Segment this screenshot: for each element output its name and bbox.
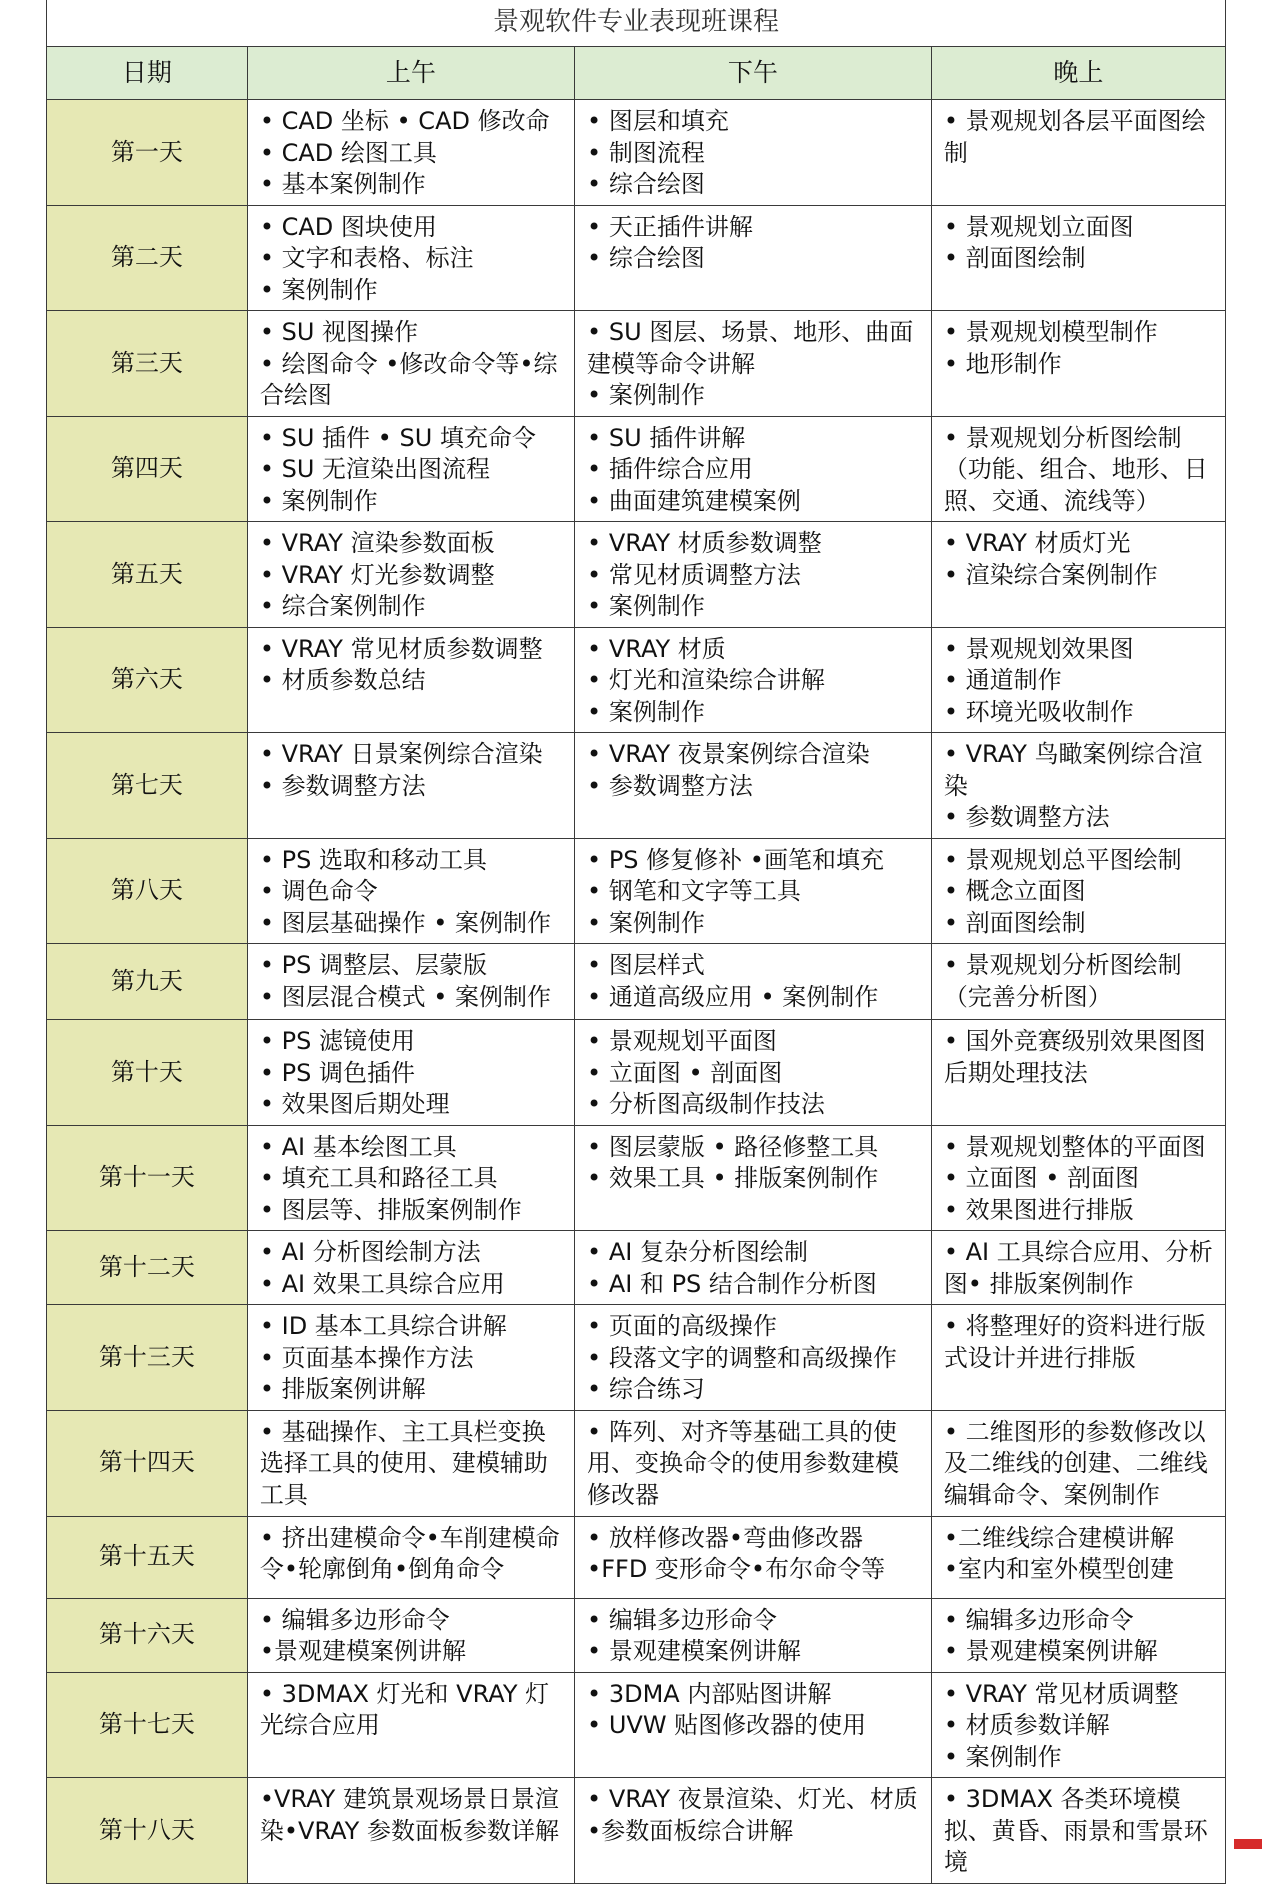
morning-cell [247,1125,574,1231]
morning-cell [247,311,574,417]
list-item: • 材质参数详解 [943,1711,1110,1739]
afternoon-cell [575,100,932,206]
table-row [47,1410,1226,1516]
afternoon-cell [575,1231,932,1305]
list-item: •FFD 变形命令•布尔命令等 [587,1555,886,1583]
table-row [47,1516,1226,1598]
day-label: 第九天 [47,944,248,1020]
list-item: • 分析图高级制作技法 [587,1090,825,1118]
afternoon-cell [575,1305,932,1411]
list-item: • CAD 图块使用 [259,212,437,241]
morning-cell [247,1672,574,1778]
list-item: • 文字和表格、标注 [259,244,474,272]
list-item: • 基本案例制作 [259,170,426,198]
list-item: • 页面基本操作方法 [259,1343,474,1372]
morning-cell [247,1516,574,1598]
evening-cell [931,1516,1225,1598]
afternoon-cell [575,1410,932,1516]
afternoon-cell [575,1125,932,1231]
list-item: • 图层混合模式 • 案例制作 [259,982,552,1011]
header-morning: 上午 [247,47,574,100]
evening-cell [931,1672,1225,1778]
list-item: • 绘图命令 •修改命令等•综合绘图 [259,349,558,409]
list-item: • 放样修改器•弯曲修改器 [587,1523,863,1552]
list-item: • 天正插件讲解 [587,212,753,241]
list-item: • SU 图层、场景、地形、曲面建模等命令讲解 [587,318,914,378]
table-row [47,1231,1226,1305]
list-item: • 图层蒙版 • 路径修整工具 [587,1132,879,1161]
list-item: • VRAY 常见材质调整 [943,1679,1179,1708]
list-item: • 编辑多边形命令 [259,1605,450,1634]
list-item: • VRAY 鸟瞰案例综合渲染 [943,740,1203,800]
day-label: 第十四天 [47,1410,248,1516]
list-item: • 图层和填充 [587,107,729,135]
list-item: • 挤出建模命令•车削建模命令•轮廓倒角•倒角命令 [259,1523,560,1583]
table-row [47,416,1226,522]
list-item: • 综合案例制作 [259,592,426,620]
list-item: • VRAY 夜景案例综合渲染 [587,740,870,768]
list-item: • VRAY 灯光参数调整 [259,560,495,589]
day-label: 第四天 [47,416,248,522]
table-row [47,100,1226,206]
list-item: • 景观规划分析图绘制（功能、组合、地形、日照、交通、流线等） [943,423,1208,515]
list-item: • 案例制作 [259,486,378,515]
afternoon-cell [575,733,932,839]
table-row [47,733,1226,839]
list-item: • 曲面建筑建模案例 [587,486,801,515]
afternoon-cell [575,1020,932,1126]
morning-cell [247,522,574,628]
list-item: • 图层等、排版案例制作 [259,1195,522,1224]
afternoon-cell [575,1598,932,1672]
list-item: • 景观规划效果图 [943,634,1134,663]
day-label: 第十天 [47,1020,248,1126]
list-item: • 参数调整方法 [943,803,1110,831]
list-item: • PS 调色插件 [259,1058,415,1087]
evening-cell [931,1125,1225,1231]
list-item: • SU 插件 • SU 填充命令 [259,423,536,452]
afternoon-cell [575,205,932,311]
day-label: 第三天 [47,311,248,417]
list-item: • 制图流程 [587,138,705,167]
list-item: • AI 分析图绘制方法 [259,1238,481,1266]
morning-cell [247,838,574,944]
list-item: • 常见材质调整方法 [587,560,801,589]
list-item: • 效果工具 • 排版案例制作 [587,1164,879,1192]
list-item: • SU 插件讲解 [587,423,746,452]
table-row [47,627,1226,733]
list-item: • AI 工具综合应用、分析图• 排版案例制作 [943,1238,1213,1298]
table-row [47,1672,1226,1778]
morning-cell [247,1305,574,1411]
day-label: 第五天 [47,522,248,628]
evening-cell [931,1410,1225,1516]
day-label: 第十七天 [47,1672,248,1778]
list-item: •景观建模案例讲解 [259,1637,466,1665]
day-label: 第十一天 [47,1125,248,1231]
day-label: 第十八天 [47,1778,248,1884]
day-label: 第十六天 [47,1598,248,1672]
table-row [47,1305,1226,1411]
evening-cell [931,1305,1225,1411]
list-item: • 国外竞赛级别效果图图后期处理技法 [943,1027,1206,1087]
morning-cell [247,1020,574,1126]
afternoon-cell [575,627,932,733]
list-item: • VRAY 材质灯光 [943,529,1131,557]
list-item: • 参数调整方法 [259,771,426,800]
list-item: • 案例制作 [587,592,705,620]
morning-cell [247,733,574,839]
morning-cell [247,944,574,1020]
list-item: • ID 基本工具综合讲解 [259,1312,507,1340]
evening-cell [931,838,1225,944]
table-row [47,1598,1226,1672]
list-item: • 景观建模案例讲解 [943,1637,1158,1665]
morning-cell [247,205,574,311]
list-item: • 案例制作 [587,908,705,937]
evening-cell [931,416,1225,522]
afternoon-cell [575,1778,932,1884]
day-label: 第二天 [47,205,248,311]
list-item: • SU 视图操作 [259,318,419,346]
course-schedule [46,0,1226,1884]
list-item: • PS 选取和移动工具 [259,845,487,874]
list-item: • 景观规划分析图绘制（完善分析图） [943,951,1182,1011]
morning-cell [247,1778,574,1884]
list-item: • 景观规划各层平面图绘制 [943,107,1206,167]
list-item: • 景观规划总平图绘制 [943,845,1182,874]
list-item: • 插件综合应用 [587,455,753,483]
table-row [47,311,1226,417]
list-item: • 环境光吸收制作 [943,697,1134,726]
list-item: • 综合练习 [587,1375,705,1403]
list-item: • SU 无渲染出图流程 [259,455,491,483]
list-item: • 景观规划立面图 [943,212,1134,241]
list-item: • 通道制作 [943,666,1062,694]
list-item: • 效果图进行排版 [943,1195,1134,1224]
list-item: • 材质参数总结 [259,666,426,694]
day-label: 第十五天 [47,1516,248,1598]
list-item: • 钢笔和文字等工具 [587,877,801,905]
list-item: • 剖面图绘制 [943,244,1086,272]
list-item: • CAD 坐标 • CAD 修改命 [259,107,550,135]
list-item: • 景观规划整体的平面图 [943,1132,1206,1161]
list-item: •VRAY 建筑景观场景日景渲染•VRAY 参数面板参数详解 [259,1785,559,1845]
evening-cell [931,205,1225,311]
list-item: • 编辑多边形命令 [943,1605,1134,1634]
corner-mark [1234,1839,1262,1849]
afternoon-cell [575,1516,932,1598]
list-item: • 景观规划模型制作 [943,318,1158,346]
list-item: • 阵列、对齐等基础工具的使用、变换命令的使用参数建模修改器 [587,1417,900,1509]
list-item: • 景观规划平面图 [587,1027,777,1055]
header-row [47,47,1226,100]
list-item: • VRAY 日景案例综合渲染 [259,740,543,768]
list-item: • 案例制作 [259,275,378,304]
list-item: • 立面图 • 剖面图 [943,1164,1140,1192]
list-item: • 排版案例讲解 [259,1375,426,1403]
morning-cell [247,1598,574,1672]
header-afternoon: 下午 [575,47,932,100]
day-label: 第八天 [47,838,248,944]
table-row [47,522,1226,628]
header-evening: 晚上 [931,47,1225,100]
list-item: • 调色命令 [259,877,378,905]
evening-cell [931,311,1225,417]
afternoon-cell [575,944,932,1020]
list-item: • 效果图后期处理 [259,1090,450,1118]
day-label: 第十二天 [47,1231,248,1305]
table-title: 景观软件专业表现班课程 [47,0,1226,47]
evening-cell [931,522,1225,628]
list-item: • 填充工具和路径工具 [259,1164,498,1192]
afternoon-cell [575,522,932,628]
list-item: • 通道高级应用 • 案例制作 [587,982,879,1011]
list-item: • VRAY 材质 [587,634,726,663]
morning-cell [247,1410,574,1516]
list-item: • AI 复杂分析图绘制 [587,1238,808,1266]
list-item: • 页面的高级操作 [587,1312,777,1340]
morning-cell [247,100,574,206]
list-item: • 图层基础操作 • 案例制作 [259,908,552,937]
list-item: • 地形制作 [943,349,1062,378]
evening-cell [931,100,1225,206]
table-row [47,205,1226,311]
table-row [47,1778,1226,1884]
list-item: • 案例制作 [943,1742,1062,1771]
evening-cell [931,1598,1225,1672]
list-item: • 综合绘图 [587,244,705,272]
table-row [47,944,1226,1020]
list-item: • PS 修复修补 •画笔和填充 [587,845,884,874]
evening-cell [931,944,1225,1020]
list-item: • 图层样式 [587,951,705,979]
list-item: • 综合绘图 [587,170,705,198]
list-item: •室内和室外模型创建 [943,1555,1174,1583]
list-item: • 段落文字的调整和高级操作 [587,1343,897,1372]
list-item: • 景观建模案例讲解 [587,1637,801,1665]
list-item: • AI 效果工具综合应用 [259,1269,505,1298]
evening-cell [931,627,1225,733]
list-item: • 概念立面图 [943,877,1086,905]
list-item: • 3DMA 内部贴图讲解 [587,1679,832,1708]
list-item: • VRAY 渲染参数面板 [259,529,495,557]
list-item: • 渲染综合案例制作 [943,560,1158,589]
list-item: • 灯光和渲染综合讲解 [587,666,825,694]
list-item: • 二维图形的参数修改以及二维线的创建、二维线编辑命令、案例制作 [943,1417,1208,1509]
table-row [47,838,1226,944]
list-item: • 立面图 • 剖面图 [587,1058,783,1087]
table-row [47,1125,1226,1231]
list-item: • UVW 贴图修改器的使用 [587,1711,867,1739]
list-item: • 将整理好的资料进行版式设计并进行排版 [943,1312,1206,1372]
day-label: 第十三天 [47,1305,248,1411]
list-item: • 剖面图绘制 [943,908,1086,937]
day-label: 第六天 [47,627,248,733]
list-item: • AI 基本绘图工具 [259,1132,457,1161]
list-item: • 基础操作、主工具栏变换选择工具的使用、建模辅助工具 [259,1417,548,1509]
list-item: • 3DMAX 灯光和 VRAY 灯光综合应用 [259,1679,550,1739]
afternoon-cell [575,416,932,522]
schedule-table [46,0,1226,1884]
list-item: • 参数调整方法 [587,771,753,800]
header-date: 日期 [47,47,248,100]
list-item: • VRAY 夜景渲染、灯光、材质•参数面板综合讲解 [587,1785,918,1845]
afternoon-cell [575,1672,932,1778]
evening-cell [931,1778,1225,1884]
list-item: •二维线综合建模讲解 [943,1523,1174,1552]
evening-cell [931,1020,1225,1126]
list-item: • AI 和 PS 结合制作分析图 [587,1269,877,1298]
list-item: • 案例制作 [587,697,705,726]
list-item: • 3DMAX 各类环境模拟、黄昏、雨景和雪景环境 [943,1785,1208,1876]
list-item: • VRAY 常见材质参数调整 [259,634,543,663]
morning-cell [247,627,574,733]
afternoon-cell [575,311,932,417]
list-item: • PS 调整层、层蒙版 [259,951,487,979]
list-item: • CAD 绘图工具 [259,138,437,167]
day-label: 第七天 [47,733,248,839]
morning-cell [247,1231,574,1305]
list-item: • 编辑多边形命令 [587,1605,777,1634]
evening-cell [931,1231,1225,1305]
afternoon-cell [575,838,932,944]
list-item: • VRAY 材质参数调整 [587,529,822,557]
morning-cell [247,416,574,522]
list-item: • PS 滤镜使用 [259,1027,415,1055]
table-row [47,1020,1226,1126]
day-label: 第一天 [47,100,248,206]
evening-cell [931,733,1225,839]
list-item: • 案例制作 [587,381,705,409]
